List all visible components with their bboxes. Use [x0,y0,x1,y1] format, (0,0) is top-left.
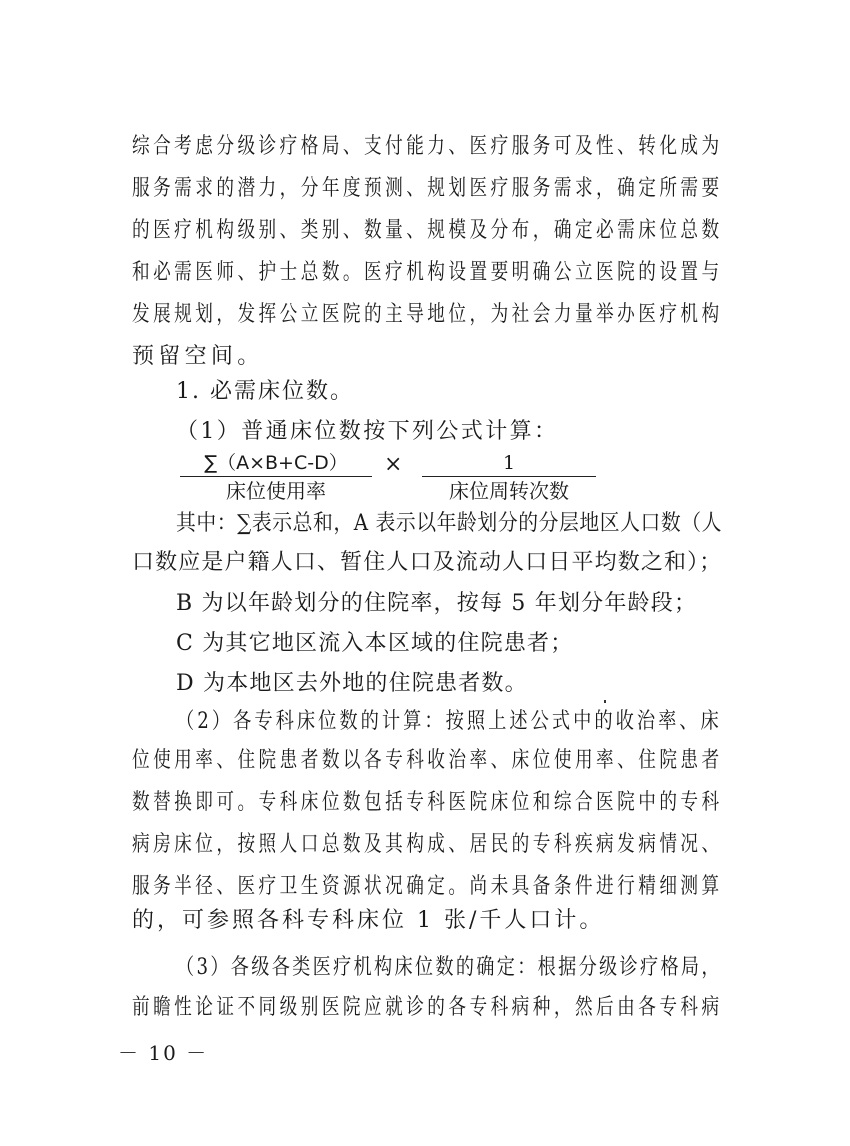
body-text-line: 服务需求的潜力，分年度预测、规划医疗服务需求，确定所需要 [132,176,723,201]
subsection-heading: （2）各专科床位数的计算：按照上述公式中的收治率、床 [176,709,722,734]
formula-right-fraction [422,450,596,505]
section-heading: 1. 必需床位数。 [176,379,354,404]
body-text-line: C 为其它地区流入本区域的住院患者； [176,631,574,656]
body-text-line: 和必需医师、护士总数。医疗机构设置要明确公立医院的设置与 [132,260,723,285]
formula-numerator-right: 1 [502,452,516,474]
subsection-heading: （1）普通床位数按下列公式计算： [176,419,559,444]
bed-count-formula [0,450,850,504]
body-text-line: 病房床位，按照人口总数及其构成、居民的专科疾病发病情况、 [132,832,723,857]
body-text-line: 服务半径、医疗卫生资源状况确定。尚未具备条件进行精细测算 [132,874,723,899]
body-text-line: 口数应是户籍人口、暂住人口及流动人口日平均数之和）； [132,550,723,575]
multiply-sign: × [384,452,403,477]
body-text-line: 其中：∑表示总和，A 表示以年龄划分的分层地区人口数（人 [176,511,723,536]
body-text-line: 的医疗机构级别、类别、数量、规模及分布，确定必需床位总数 [132,218,723,243]
body-text-line: 的，可参照各科专科床位 1 张/千人口计。 [132,908,605,933]
body-text-line: 前瞻性论证不同级别医院应就诊的各专科病种，然后由各专科病 [132,995,723,1020]
body-text-line: 数替换即可。专科床位数包括专科医院床位和综合医院中的专科 [132,790,723,815]
scan-speck [604,700,606,703]
formula-denominator-right: 床位周转次数 [449,479,569,503]
formula-denominator-left: 床位使用率 [226,479,326,503]
body-text-line: 预留空间。 [132,344,264,369]
formula-left-fraction [180,450,372,505]
subsection-heading: （3）各级各类医疗机构床位数的确定：根据分级诊疗格局， [176,955,722,980]
body-text-line: D 为本地区去外地的住院患者数。 [176,671,528,696]
formula-numerator-left: ∑（A×B+C-D） [204,452,348,474]
body-text-line: 位使用率、住院患者数以各专科收治率、床位使用率、住院患者 [132,748,723,773]
body-text-line: 发展规划，发挥公立医院的主导地位，为社会力量举办医疗机构 [132,302,723,327]
body-text-line: 综合考虑分级诊疗格局、支付能力、医疗服务可及性、转化成为 [132,134,723,159]
body-text-line: B 为以年龄划分的住院率，按每 5 年划分年龄段； [176,591,698,616]
page-number: － 10 － [118,1041,209,1065]
